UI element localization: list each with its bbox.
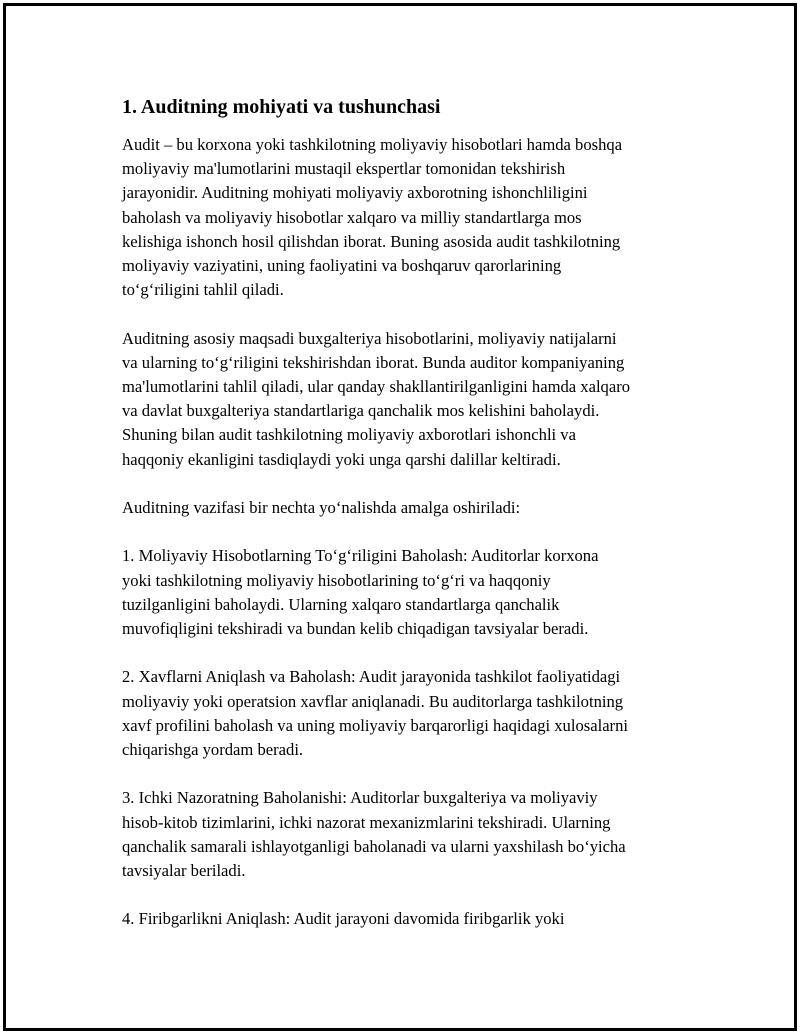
- text-line: xavf profilini baholash va uning moliyaviy barqarorligi haqidagi xulosalarni: [122, 715, 628, 735]
- text-line: to‘g‘riligini tahlil qiladi.: [122, 280, 284, 300]
- text-line: 1. Moliyaviy Hisobotlarning To‘g‘riligini Baholash: Auditorlar korxona: [122, 546, 599, 566]
- text-line: va ularning to‘g‘riligini tekshirishdan iborat. Bunda auditor kompaniyaning: [122, 352, 625, 372]
- paragraph-task-2: [122, 665, 712, 762]
- paragraph-task-1: [122, 544, 712, 641]
- paragraph-task-3: [122, 786, 712, 883]
- text-line: 4. Firibgarlikni Aniqlash: Audit jarayoni davomida firibgarlik yoki: [122, 909, 565, 929]
- text-line: qanchalik samarali ishlayotganligi baholanadi va ularni yaxshilash bo‘yicha: [122, 836, 626, 856]
- paragraph-audit-purpose: [122, 327, 712, 472]
- text-line: moliyaviy vaziyatini, uning faoliyatini va boshqaruv qarorlarining: [122, 256, 562, 276]
- text-line: jarayonidir. Auditning mohiyati moliyaviy axborotning ishonchliligini: [122, 183, 588, 203]
- text-line: yoki tashkilotning moliyaviy hisobotlarining to‘g‘ri va haqqoniy: [122, 570, 551, 590]
- text-line: chiqarishga yordam beradi.: [122, 740, 304, 760]
- text-line: baholash va moliyaviy hisobotlar xalqaro va milliy standartlarga mos: [122, 207, 582, 227]
- text-line: Auditning vazifasi bir nechta yo‘nalishda amalga oshiriladi:: [122, 498, 521, 518]
- text-line: hisob-kitob tizimlarini, ichki nazorat mexanizmlarini tekshiradi. Ularning: [122, 812, 611, 832]
- paragraph-audit-definition: [122, 133, 712, 302]
- paragraph-audit-tasks-intro: [122, 496, 712, 520]
- text-line: kelishiga ishonch hosil qilishdan iborat. Buning asosida audit tashkilotning: [122, 231, 621, 251]
- text-line: 2. Xavflarni Aniqlash va Baholash: Audit jarayonida tashkilot faoliyatidagi: [122, 667, 621, 687]
- text-line: moliyaviy yoki operatsion xavflar aniqlanadi. Bu auditorlarga tashkilotning: [122, 691, 624, 711]
- text-line: tavsiyalar beriladi.: [122, 861, 246, 881]
- text-line: 3. Ichki Nazoratning Baholanishi: Auditorlar buxgalteriya va moliyaviy: [122, 788, 598, 808]
- section-heading: 1. Auditning mohiyati va tushunchasi: [122, 96, 441, 118]
- text-line: moliyaviy ma'lumotlarini mustaqil ekspertlar tomonidan tekshirish: [122, 159, 566, 179]
- paragraph-task-4: [122, 907, 712, 931]
- page-frame: [3, 3, 797, 1031]
- text-line: Auditning asosiy maqsadi buxgalteriya hisobotlarini, moliyaviy natijalarni: [122, 328, 617, 348]
- text-line: haqqoniy ekanligini tasdiqlaydi yoki unga qarshi dalillar keltiradi.: [122, 449, 561, 469]
- text-line: tuzilganligini baholaydi. Ularning xalqaro standartlarga qanchalik: [122, 594, 560, 614]
- text-line: Shuning bilan audit tashkilotning moliyaviy axborotlari ishonchli va: [122, 425, 576, 445]
- text-line: va davlat buxgalteriya standartlariga qanchalik mos kelishini baholaydi.: [122, 401, 600, 421]
- text-line: ma'lumotlarini tahlil qiladi, ular qanday shakllantirilganligini hamda xalqaro: [122, 377, 631, 397]
- text-line: muvofiqligini tekshiradi va bundan kelib chiqadigan tavsiyalar beradi.: [122, 619, 589, 639]
- text-line: Audit – bu korxona yoki tashkilotning moliyaviy hisobotlari hamda boshqa: [122, 135, 623, 154]
- document-body: [122, 95, 712, 956]
